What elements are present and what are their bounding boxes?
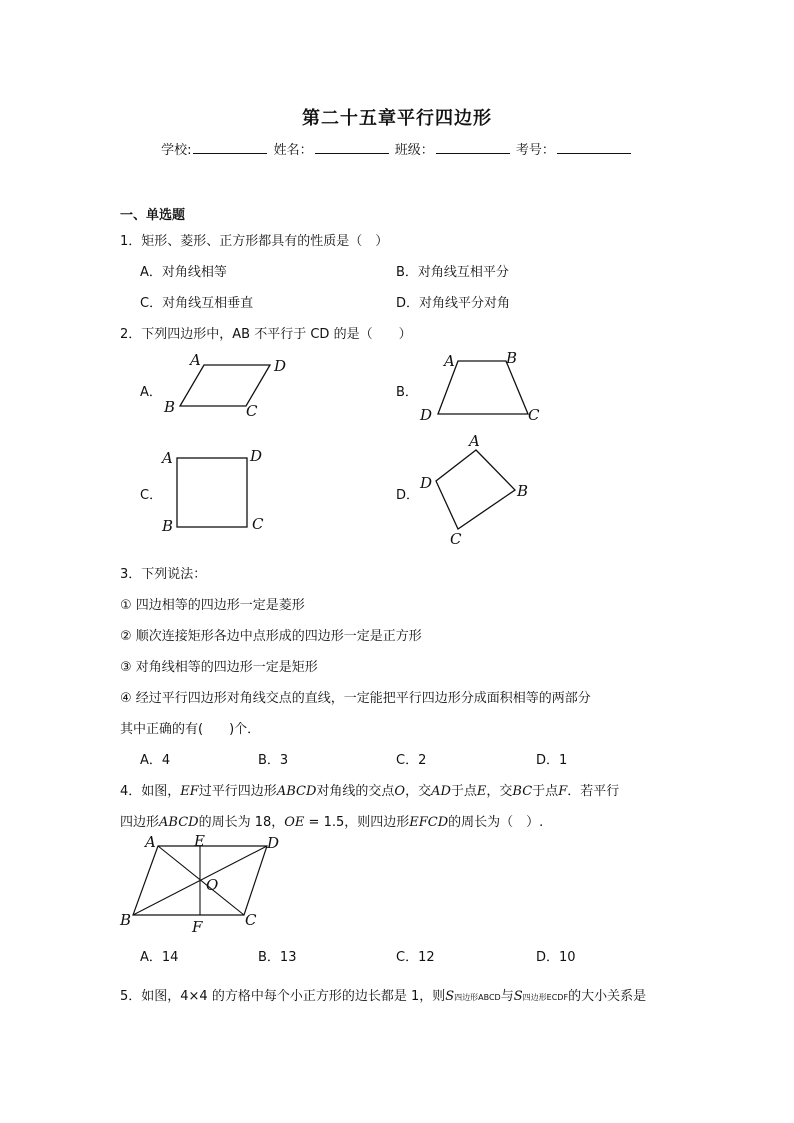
label-f: F xyxy=(192,918,203,936)
q3-statement-1: ① 四边相等的四边形一定是菱形 xyxy=(120,598,305,613)
q1-option-b[interactable]: B．对角线互相平分 xyxy=(396,265,509,280)
q3-ask: 其中正确的有( )个． xyxy=(120,722,261,737)
q2-option-a[interactable]: A． xyxy=(140,385,162,400)
q1-option-d[interactable]: D．对角线平分对角 xyxy=(396,296,511,311)
q3-option-c[interactable]: C．2 xyxy=(396,753,427,768)
square-shape xyxy=(177,458,247,527)
label-d: D xyxy=(420,406,433,424)
section-heading: 一、单选题 xyxy=(120,208,186,223)
q4-option-a[interactable]: A．14 xyxy=(140,950,179,965)
q4-stem-line1: 4．如图，EF过平行四边形ABCD对角线的交点O，交AD于点E，交BC于点F．若平行 xyxy=(120,784,620,799)
q1-stem: 1．矩形、菱形、正方形都具有的性质是（ ） xyxy=(120,234,389,249)
q2-stem: 2．下列四边形中，AB 不平行于 CD 的是（ ） xyxy=(120,327,412,342)
label-b: B xyxy=(506,349,518,367)
q3-statement-3: ③ 对角线相等的四边形一定是矩形 xyxy=(120,660,318,675)
label-a: A xyxy=(469,432,480,450)
label-d: D xyxy=(420,474,433,492)
label-a: A xyxy=(145,834,156,851)
label-a: A xyxy=(162,449,173,467)
school-blank[interactable] xyxy=(193,141,267,154)
page-title: 第二十五章平行四边形 xyxy=(302,108,492,129)
label-b: B xyxy=(164,398,176,416)
label-b: B xyxy=(120,911,132,929)
label-e: E xyxy=(194,834,205,850)
label-d: D xyxy=(274,357,287,375)
label-c: C xyxy=(252,515,264,533)
label-d: D xyxy=(250,447,263,465)
name-label: 姓名： xyxy=(273,143,313,158)
q3-statement-2: ② 顺次连接矩形各边中点形成的四边形一定是正方形 xyxy=(120,629,422,644)
q4-parallelogram-figure xyxy=(115,834,295,936)
label-c: C xyxy=(450,530,462,548)
q1-option-c[interactable]: C．对角线互相垂直 xyxy=(140,296,254,311)
label-b: B xyxy=(162,517,174,535)
q4-option-d[interactable]: D．10 xyxy=(536,950,576,965)
number-blank[interactable] xyxy=(557,141,631,154)
q2-option-c[interactable]: C． xyxy=(140,488,163,503)
q5-stem: 5．如图，4×4 的方格中每个小正方形的边长都是 1，则S四边形ABCD与S四边形ECDF的大小关系是 xyxy=(120,989,647,1004)
q4-stem-line2: 四边形ABCD的周长为 18，OE = 1.5，则四边形EFCD的周长为（ ）. xyxy=(120,815,544,830)
label-c: C xyxy=(246,402,258,420)
q3-option-b[interactable]: B．3 xyxy=(258,753,289,768)
rotated-quadrilateral-shape xyxy=(436,450,515,529)
name-blank[interactable] xyxy=(315,141,389,154)
parallelogram-shape xyxy=(180,365,270,406)
label-c: C xyxy=(528,406,540,424)
q2-figure-a xyxy=(158,352,298,422)
label-a: A xyxy=(444,352,455,370)
q2-figure-d xyxy=(414,430,544,550)
number-label: 考号： xyxy=(515,143,555,158)
q2-option-d[interactable]: D． xyxy=(396,488,420,503)
q3-option-d[interactable]: D．1 xyxy=(536,753,568,768)
q4-option-c[interactable]: C．12 xyxy=(396,950,435,965)
q1-option-a[interactable]: A．对角线相等 xyxy=(140,265,227,280)
q3-option-a[interactable]: A．4 xyxy=(140,753,171,768)
q4-option-b[interactable]: B．13 xyxy=(258,950,297,965)
label-c: C xyxy=(245,911,257,929)
class-blank[interactable] xyxy=(436,141,510,154)
label-o: O xyxy=(206,876,219,894)
q2-figure-c xyxy=(158,443,278,535)
student-info-line xyxy=(0,139,794,158)
class-label: 班级： xyxy=(394,143,434,158)
q2-figure-b xyxy=(414,344,554,428)
school-label: 学校: xyxy=(161,143,192,158)
label-b: B xyxy=(517,482,529,500)
q3-statement-4: ④ 经过平行四边形对角线交点的直线，一定能把平行四边形分成面积相等的两部分 xyxy=(120,691,591,706)
q2-option-b[interactable]: B． xyxy=(396,385,418,400)
label-a: A xyxy=(190,352,201,369)
q3-stem: 3．下列说法： xyxy=(120,567,207,582)
label-d: D xyxy=(267,834,280,852)
